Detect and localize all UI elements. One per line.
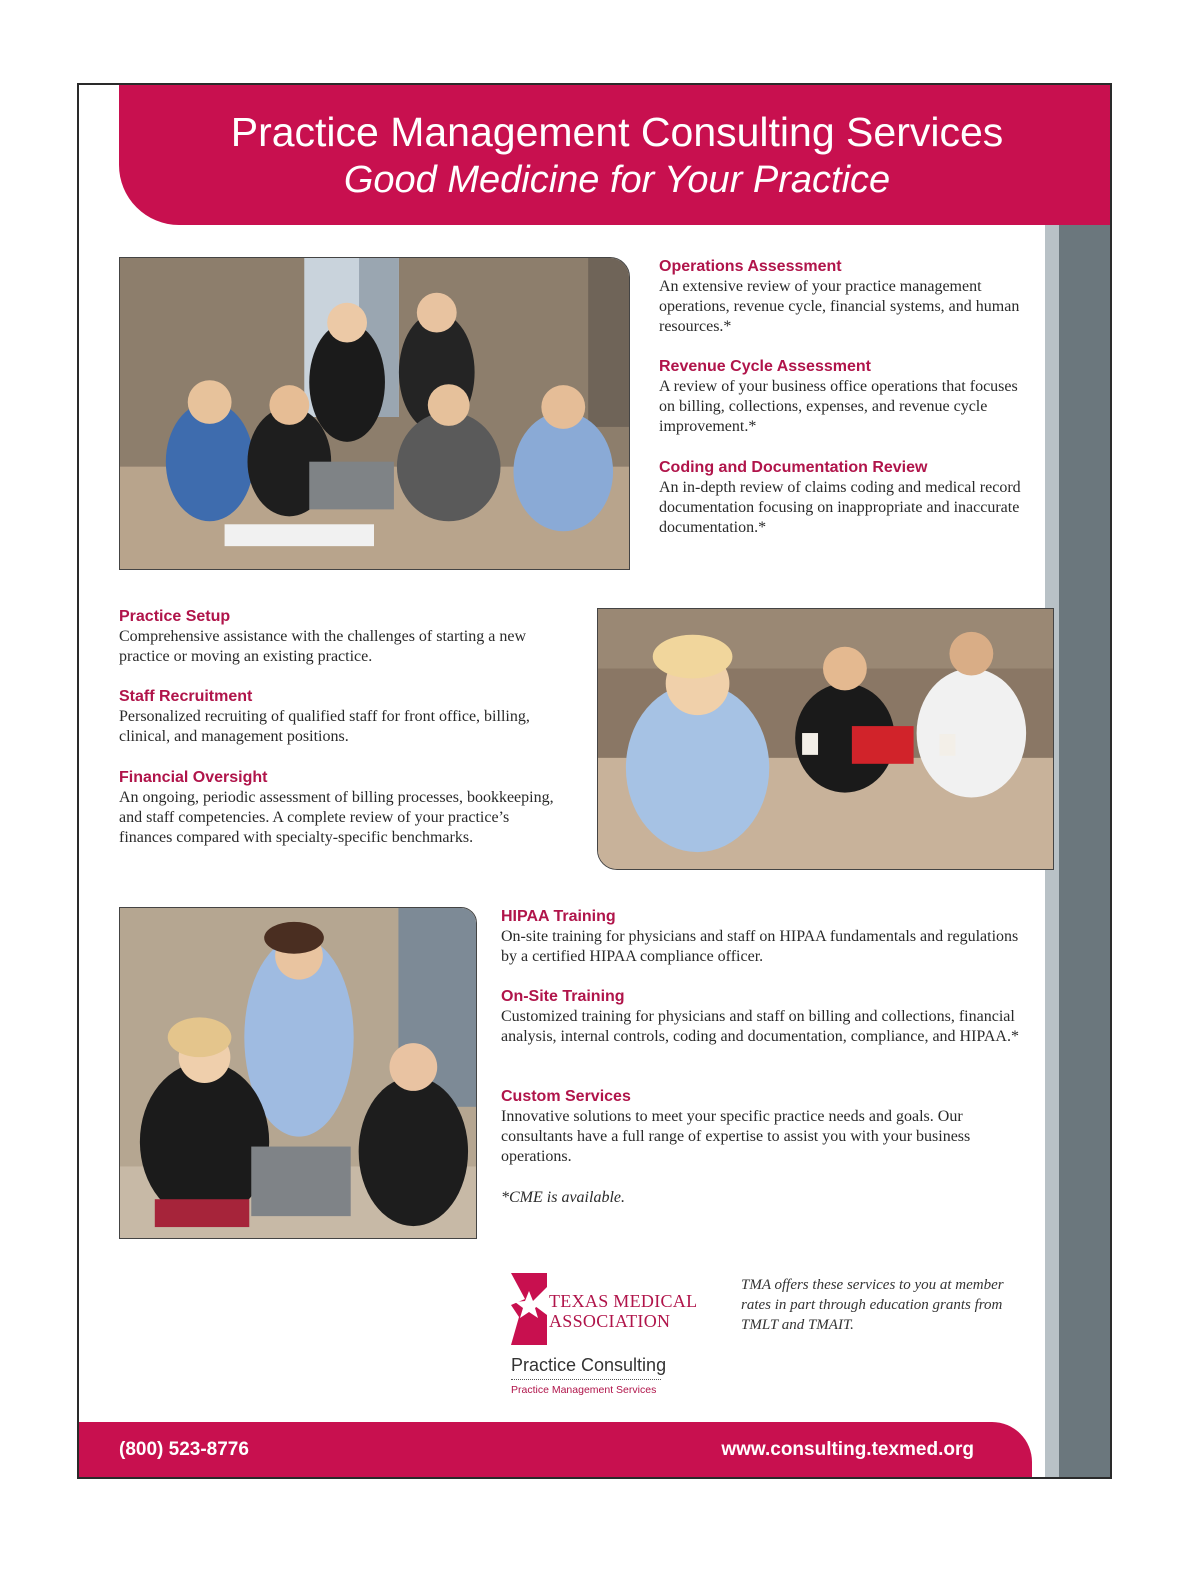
page-title: Practice Management Consulting Services <box>230 109 1004 155</box>
cme-note: *CME is available. <box>501 1189 625 1206</box>
service-description: Comprehensive assistance with the challenges of starting a new practice or moving an existing practice. <box>119 628 526 665</box>
service-title: Coding and Documentation Review <box>659 459 928 476</box>
logo-practice-management: Practice Management Services <box>511 1384 657 1396</box>
service-financial-oversight <box>119 768 564 848</box>
service-revenue-cycle-assessment <box>659 357 1034 437</box>
service-title: Custom Services <box>501 1088 631 1105</box>
page-subtitle: Good Medicine for Your Practice <box>343 159 891 201</box>
logo-practice-consulting: Practice Consulting <box>511 1355 667 1375</box>
service-practice-setup <box>119 607 559 667</box>
service-operations-assessment <box>659 257 1034 337</box>
header-banner <box>119 85 1112 225</box>
service-title: Financial Oversight <box>119 769 268 786</box>
service-description: On-site training for physicians and staff on HIPAA fundamentals and regulations by a certified HIPAA compliance officer. <box>501 928 1019 965</box>
service-description: A review of your business office operations that focuses on billing, collections, expenses, and revenue cycle improvement.* <box>659 378 1018 435</box>
logo-text-line2: ASSOCIATION <box>549 1311 671 1331</box>
footer-banner <box>79 1422 1032 1479</box>
service-description: Customized training for physicians and staff on billing and collections, financial analysis, internal controls, coding and documentation, compliance, and HIPAA.* <box>501 1008 1019 1045</box>
logo-text-line1: TEXAS MEDICAL <box>549 1291 698 1311</box>
service-description: An ongoing, periodic assessment of billing processes, bookkeeping, and staff competencies. A complete review of your practice’s finances compared with specialty-specific benchmarks. <box>119 789 554 846</box>
tma-note: TMA offers these services to you at member rates in part through education grants from TMLT and TMAIT. <box>741 1277 1004 1333</box>
service-staff-recruitment <box>119 687 559 747</box>
website-link[interactable]: www.consulting.texmed.org <box>721 1439 974 1460</box>
service-hipaa-training <box>501 907 1026 967</box>
sidebar-stripe-dark <box>1059 225 1112 1479</box>
service-onsite-training <box>501 987 1026 1047</box>
consultation-photo <box>597 608 1054 870</box>
service-title: HIPAA Training <box>501 908 616 925</box>
team-group-photo <box>119 257 630 570</box>
tma-logo <box>511 1273 711 1403</box>
service-description: An extensive review of your practice management operations, revenue cycle, financial systems, and human resources.* <box>659 278 1020 335</box>
service-description: Personalized recruiting of qualified staff for front office, billing, clinical, and management positions. <box>119 708 530 745</box>
service-title: Operations Assessment <box>659 258 842 275</box>
service-title: Staff Recruitment <box>119 688 253 705</box>
training-photo <box>119 907 477 1239</box>
logo-divider <box>511 1379 661 1380</box>
service-coding-documentation-review <box>659 458 1034 538</box>
service-custom-services <box>501 1087 1026 1167</box>
service-title: Practice Setup <box>119 608 231 625</box>
service-description: Innovative solutions to meet your specific practice needs and goals. Our consultants have a full range of expertise to assist you with your business operations. <box>501 1108 971 1165</box>
brochure-page <box>77 83 1112 1479</box>
phone-number[interactable]: (800) 523-8776 <box>119 1439 249 1460</box>
service-title: On-Site Training <box>501 988 625 1005</box>
service-title: Revenue Cycle Assessment <box>659 358 871 375</box>
service-description: An in-depth review of claims coding and medical record documentation focusing on inappropriate and inaccurate documentation.* <box>659 479 1021 536</box>
tma-star-logo-icon <box>511 1273 547 1345</box>
